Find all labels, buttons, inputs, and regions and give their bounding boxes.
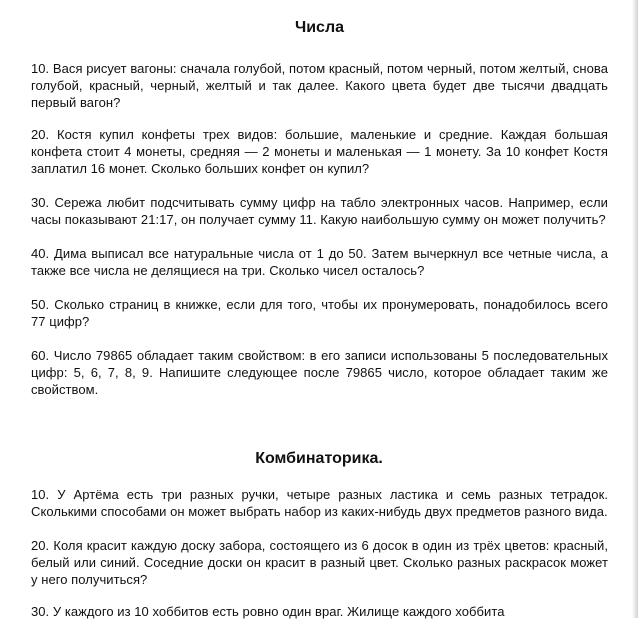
problem-numbers-40: 40. Дима выписал все натуральные числа от 1 до 50. Затем вычеркнул все четные числа, а также все числа не делящиеся на три. Сколько чисел осталось? [31, 246, 608, 278]
problem-numbers-30: 30. Сережа любит подсчитывать сумму цифр на табло электронных часов. Например, если часы показывают 21:17, он получает сумму 11. Какую наибольшую сумму он может получить? [31, 195, 608, 227]
problem-numbers-20: 20. Костя купил конфеты трех видов: большие, маленькие и средние. Каждая большая конфета стоит 4 монеты, средняя — 2 монеты и маленькая — 1 монету. За 10 конфет Костя заплатил 16 монет. Сколько больших конфет он купил? [31, 127, 608, 176]
section-title-combinatorics: Комбинаторика. [255, 450, 383, 467]
problem-numbers-50: 50. Сколько страниц в книжке, если для того, чтобы их пронумеровать, понадобилось всего 77 цифр? [31, 297, 608, 329]
problem-combinatorics-10: 10. У Артёма есть три разных ручки, четыре разных ластика и семь разных тетрадок. Сколькими способами он может выбрать набор из каких-нибудь двух предметов разного вида. [31, 487, 608, 519]
problem-numbers-60: 60. Число 79865 обладает таким свойством: в его записи использованы 5 последовательных цифр: 5, 6, 7, 8, 9. Напишите следующее после 79865 число, которое обладает таким же свойством. [31, 348, 608, 397]
problem-combinatorics-20: 20. Коля красит каждую доску забора, состоящего из 6 досок в один из трёх цветов: красный, белый или синий. Соседние доски он красит в разный цвет. Сколько разных раскрасок может у него получиться? [31, 538, 608, 587]
problem-combinatorics-30: 30. У каждого из 10 хоббитов есть ровно один враг. Жилище каждого хоббита [31, 604, 505, 619]
section-title-numbers: Числа [294, 19, 345, 36]
problem-numbers-10: 10. Вася рисует вагоны: сначала голубой, потом красный, потом черный, потом желтый, снова голубой, красный, черный, желтый и так далее. Какого цвета будет две тысячи двадцать первый вагон? [31, 61, 608, 110]
page-edge-shadow [632, 0, 638, 618]
